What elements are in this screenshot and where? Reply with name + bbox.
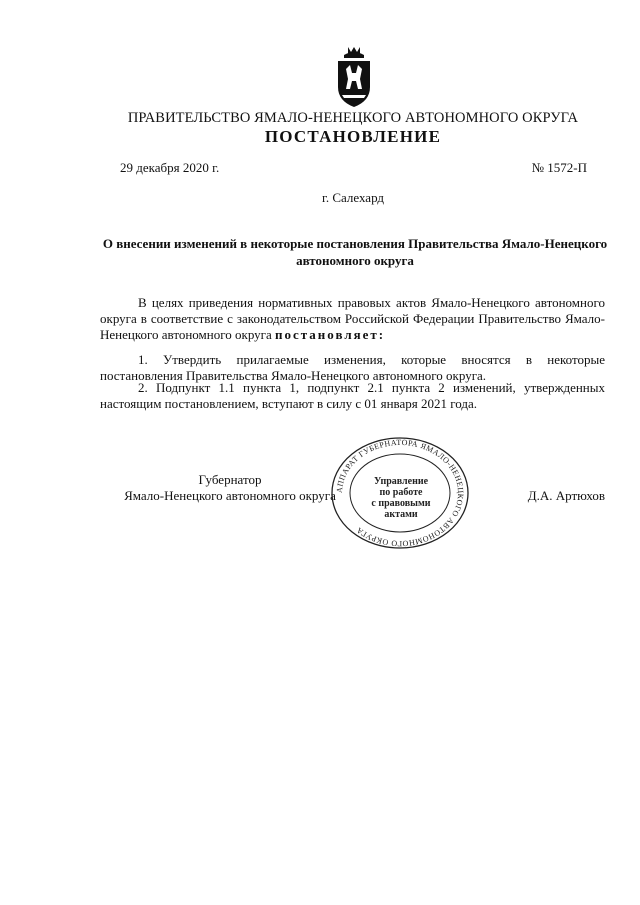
yamal-coat-of-arms-icon [330,45,378,109]
document-city: г. Салехард [321,190,385,205]
government-name: ПРАВИТЕЛЬСТВО ЯМАЛО-НЕНЕЦКОГО АВТОНОМНОГО ОКРУГА [127,110,579,126]
document-type: ПОСТАНОВЛЕНИЕ [264,127,442,146]
decree-word: постановляет: [275,327,386,342]
preamble-paragraph [100,295,605,343]
document-number: № 1572-П [531,160,587,175]
stamp-line-1: Управление [373,476,429,487]
stamp-ring-text: АППАРАТ ГУБЕРНАТОРА ЯМАЛО-НЕНЕЦКОГО АВТОНОМНОГО ОКРУГА [334,437,466,549]
preamble-text: В целях приведения нормативных правовых актов Ямало-Ненецкого автономного округа в соответствие с законодательством Российской Федерации Правительство Ямало-Ненецкого автономного округа [100,295,605,342]
document-date: 29 декабря 2020 г. [120,160,220,175]
stamp-line-4: актами [384,509,418,520]
signatory-role-line2: Ямало-Ненецкого автономного округа [124,488,336,503]
document-title: О внесении изменений в некоторые постановления Правительства Ямало-Ненецкого автономного округа [102,236,608,268]
item-1: 1. Утвердить прилагаемые изменения, которые вносятся в некоторые постановления Правительства Ямало-Ненецкого автономного округа. [100,352,605,383]
signatory-role-line1: Губернатор [198,472,262,487]
signatory-name: Д.А. Артюхов [527,488,605,503]
item-2: 2. Подпункт 1.1 пункта 1, подпункт 2.1 пункта 2 изменений, утвержденных настоящим постановлением, вступают в силу с 01 января 2021 года. [100,380,605,411]
stamp-line-2: по работе [379,487,423,498]
stamp-line-3: с правовыми [371,498,431,509]
signatory-role [100,472,360,504]
stamp-center-text [352,476,450,520]
